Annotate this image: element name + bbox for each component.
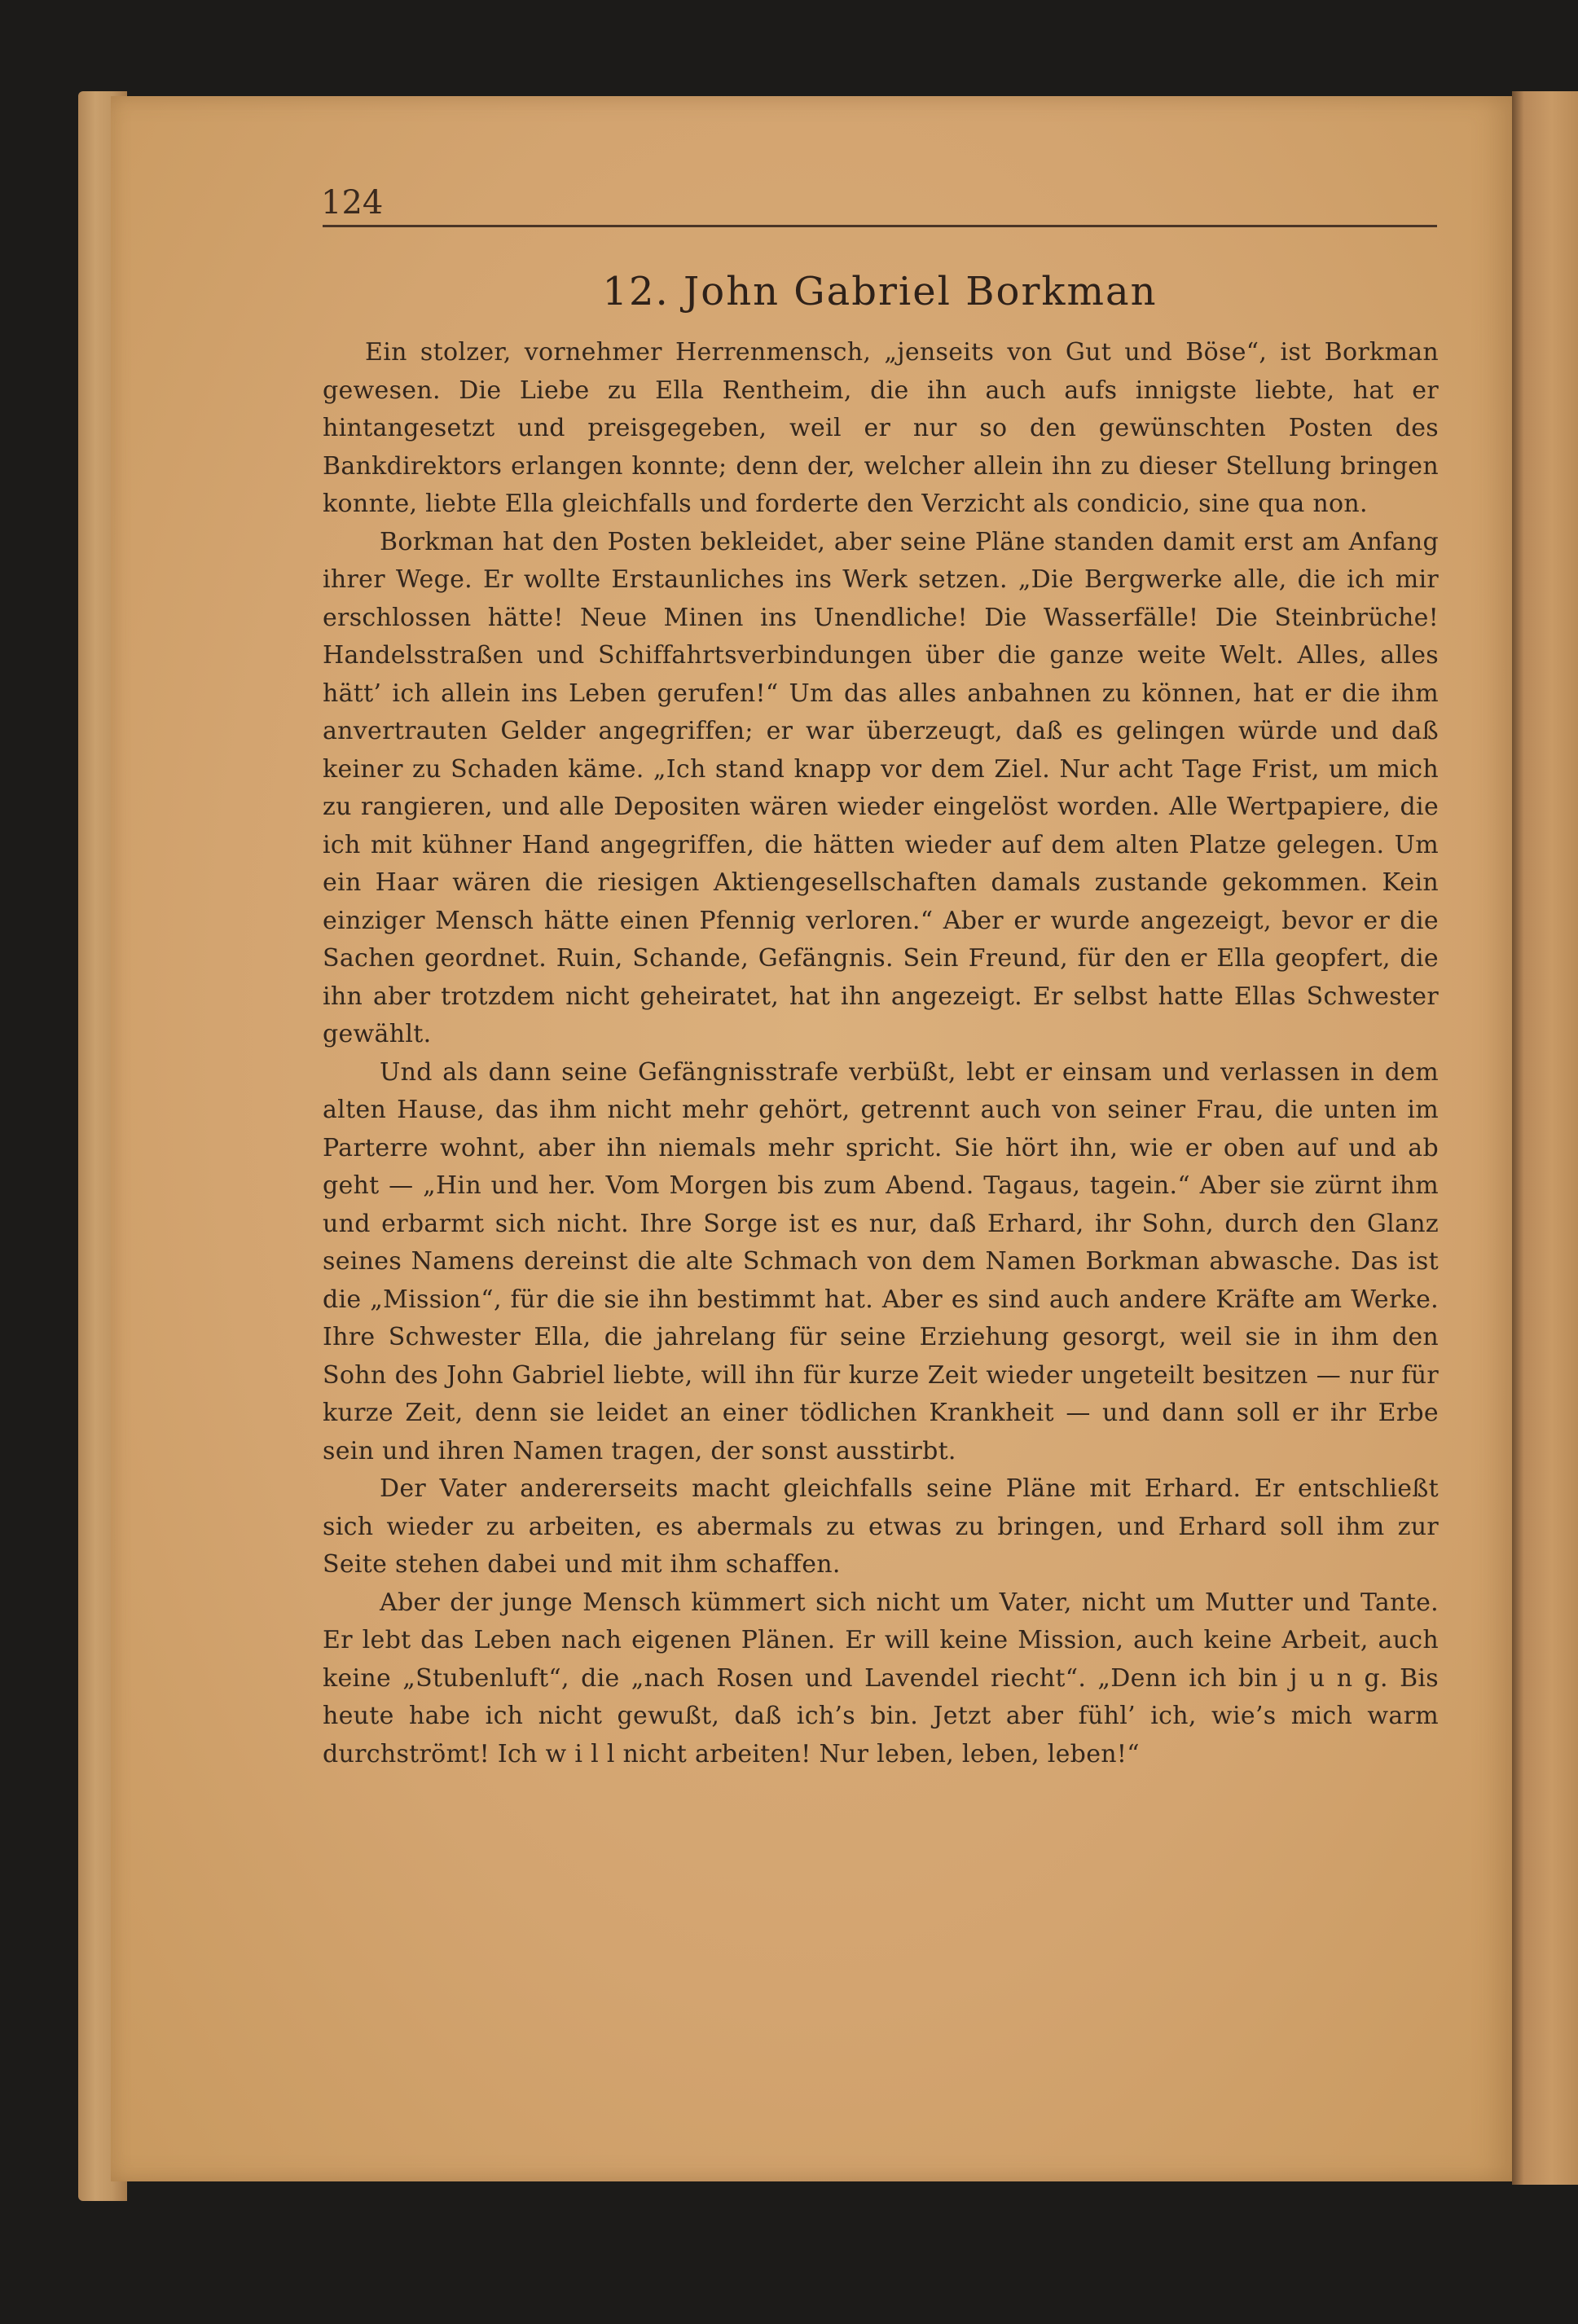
- page-number: 124: [321, 184, 384, 222]
- header-rule: [323, 225, 1437, 227]
- body-text: [323, 334, 1439, 1773]
- paragraph: Borkman hat den Posten bekleidet, aber seine Pläne standen damit erst am Anfang ihrer Wege. Er wollte Erstaunliches ins Werk setzen. „Die Bergwerke alle, die ich mir erschlossen hätte! Neue Minen ins Unendliche! Die Wasserfälle! Die Steinbrüche! Handelsstraßen und Schiffahrtsverbindungen über die ganze weite Welt. Alles, alles hätt’ ich allein ins Leben gerufen!“ Um das alles anbahnen zu können, hat er die ihm anvertrauten Gelder angegriffen; er war überzeugt, daß es gelingen würde und daß keiner zu Schaden käme. „Ich stand knapp vor dem Ziel. Nur acht Tage Frist, um mich zu rangieren, und alle Depositen wären wieder eingelöst worden. Alle Wertpapiere, die ich mit kühner Hand angegriffen, die hätten wieder auf dem alten Platze gelegen. Um ein Haar wären die riesigen Aktiengesellschaften damals zustande gekommen. Kein einziger Mensch hätte einen Pfennig verloren.“ Aber er wurde angezeigt, bevor er die Sachen geordnet. Ruin, Schande, Gefängnis. Sein Freund, für den er Ella geopfert, die ihn aber trotzdem nicht geheiratet, hat ihn angezeigt. Er selbst hatte Ellas Schwester gewählt.: [323, 527, 1439, 1048]
- facing-page-edge: [1512, 91, 1578, 2185]
- paragraph: Und als dann seine Gefängnisstrafe verbüßt, lebt er einsam und verlassen in dem alten Hause, das ihm nicht mehr gehört, getrennt auch von seiner Frau, die unten im Parterre wohnt, aber ihn niemals mehr spricht. Sie hört ihn, wie er oben auf und ab geht — „Hin und her. Vom Morgen bis zum Abend. Tagaus, tagein.“ Aber sie zürnt ihm und erbarmt sich nicht. Ihre Sorge ist es nur, daß Erhard, ihr Sohn, durch den Glanz seines Namens dereinst die alte Schmach von dem Namen Borkman abwasche. Das ist die „Mission“, für die sie ihn bestimmt hat. Aber es sind auch andere Kräfte am Werke. Ihre Schwester Ella, die jahrelang für seine Erziehung gesorgt, weil sie in ihm den Sohn des John Gabriel liebte, will ihn für kurze Zeit wieder ungeteilt besitzen — nur für kurze Zeit, denn sie leidet an einer tödlichen Krankheit — und dann soll er ihr Erbe sein und ihren Namen tragen, der sonst ausstirbt.: [323, 1057, 1439, 1465]
- paragraph: Der Vater andererseits macht gleichfalls seine Pläne mit Erhard. Er entschließt sich wieder zu arbeiten, es abermals zu etwas zu bringen, und Erhard soll ihm zur Seite stehen dabei und mit ihm schaffen.: [323, 1474, 1439, 1579]
- chapter-title: 12. John Gabriel Borkman: [602, 269, 1158, 314]
- paragraph: Ein stolzer, vornehmer Herrenmensch, „jenseits von Gut und Böse“, ist Borkman gewesen. Die Liebe zu Ella Rentheim, die ihn auch aufs innigste liebte, hat er hintangesetzt und preisgegeben, weil er nur so den gewünschten Posten des Bankdirektors erlangen konnte; denn der, welcher allein ihn zu dieser Stellung bringen konnte, liebte Ella gleichfalls und forderte den Verzicht als condicio, sine qua non.: [323, 338, 1439, 518]
- paragraph: Aber der junge Mensch kümmert sich nicht um Vater, nicht um Mutter und Tante. Er lebt das Leben nach eigenen Plänen. Er will keine Mission, auch keine Arbeit, auch keine „Stubenluft“, die „nach Rosen und Lavendel riecht“. „Denn ich bin j u n g. Bis heute habe ich nicht gewußt, daß ich’s bin. Jetzt aber fühl’ ich, wie’s mich warm durchströmt! Ich w i l l nicht arbeiten! Nur leben, leben, leben!“: [323, 1588, 1439, 1768]
